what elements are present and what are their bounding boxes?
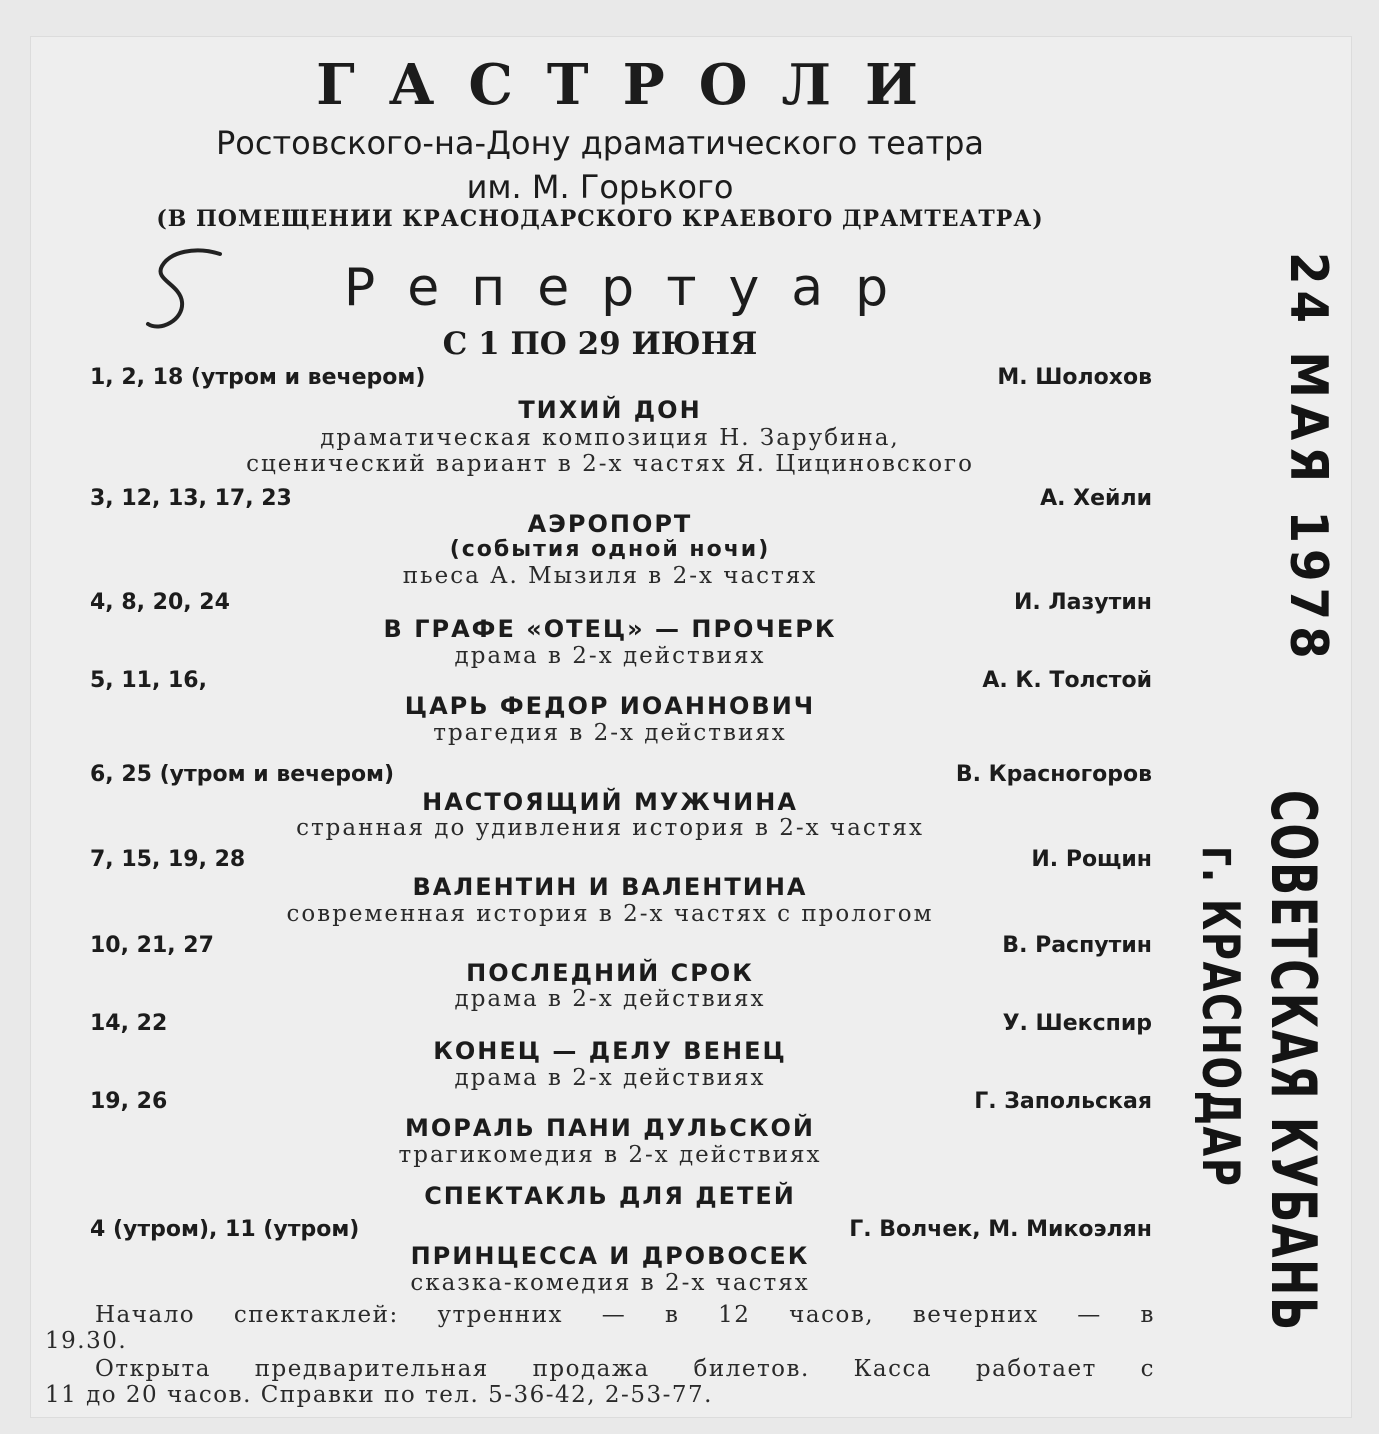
play-dates: 6, 25 (утром и вечером) [90,762,395,787]
play-dates: 7, 15, 19, 28 [90,847,246,872]
ticket-sales-line: Открыта предварительная продажа билетов. Касса работает с [95,1356,1155,1382]
theatre-name-suffix: им. М. Горького [466,168,734,206]
period-heading: С 1 ПО 29 ИЮНЯ [442,326,758,362]
play-author: И. Рощин [1031,847,1152,872]
play-author: У. Шекспир [1002,1011,1152,1036]
play-desc: странная до удивления история в 2-х частях [296,815,924,841]
page-title: ГАСТРОЛИ [316,52,952,118]
play-title: ПОСЛЕДНИЙ СРОК [466,959,754,987]
play-dates: 3, 12, 13, 17, 23 [90,486,292,511]
play-dates: 1, 2, 18 (утром и вечером) [90,365,426,390]
play-desc: драма в 2-х действиях [454,1065,766,1091]
stamp-newspaper: СОВЕТСКАЯ КУБАНЬ [1257,790,1330,1332]
play-title: ЦАРЬ ФЕДОР ИОАННОВИЧ [404,692,816,720]
play-dates: 10, 21, 27 [90,933,214,958]
play-desc: современная история в 2-х частях с прологом [286,901,934,927]
play-title: ТИХИЙ ДОН [518,396,702,424]
play-author: И. Лазутин [1013,590,1152,615]
play-title: АЭРОПОРТ [527,510,693,538]
play-title: КОНЕЦ — ДЕЛУ ВЕНЕЦ [433,1037,787,1065]
play-dates: 4, 8, 20, 24 [90,590,230,615]
theatre-name: Ростовского-на-Дону драматического театра [215,124,985,162]
play-subtitle: (события одной ночи) [449,537,771,562]
ticket-sales-line: 11 до 20 часов. Справки по тел. 5-36-42, 2-53-77. [45,1382,713,1408]
play-author: В. Красногоров [955,762,1152,787]
play-title: ПРИНЦЕССА И ДРОВОСЕК [410,1242,810,1270]
play-author: В. Распутин [1002,933,1152,958]
stamp-city: г. КРАСНОДАР [1190,846,1250,1188]
play-title: ВАЛЕНТИН И ВАЛЕНТИНА [412,873,808,901]
play-desc: трагедия в 2-х действиях [433,720,787,746]
play-author: Г. Запольская [974,1089,1152,1114]
play-desc: драматическая композиция Н. Зарубина, [320,425,900,451]
play-dates: 19, 26 [90,1089,168,1114]
play-dates: 14, 22 [90,1011,168,1036]
play-desc: драма в 2-х действиях [454,986,766,1012]
play-row [90,365,1152,399]
children-heading: СПЕКТАКЛЬ ДЛЯ ДЕТЕЙ [424,1182,796,1210]
stamp-date: 24 МАЯ 1978 [1278,252,1338,665]
play-dates: 4 (утром), 11 (утром) [90,1217,360,1242]
play-dates: 5, 11, 16, [90,668,207,693]
play-author: А. Хейли [1040,486,1152,511]
repertoire-heading: Репертуар [343,258,921,318]
play-author: М. Шолохов [997,365,1152,390]
play-desc: драма в 2-х действиях [454,643,766,669]
play-desc: сценический вариант в 2-х частях Я. Цициновского [246,451,974,477]
play-title: НАСТОЯЩИЙ МУЖЧИНА [422,788,798,816]
play-author: Г. Волчек, М. Микоэлян [849,1217,1152,1242]
play-desc: пьеса А. Мызиля в 2-х частях [402,563,818,589]
play-title: В ГРАФЕ «ОТЕЦ» — ПРОЧЕРК [383,615,837,643]
start-times-line: 19.30. [45,1328,128,1354]
ticket-sales-note [45,1356,1155,1408]
venue-note: (В ПОМЕЩЕНИИ КРАСНОДАРСКОГО КРАЕВОГО ДРАМТЕАТРА) [156,206,1044,232]
start-times-line: Начало спектаклей: утренних — в 12 часов, вечерних — в [95,1302,1155,1328]
play-desc: сказка-комедия в 2-х частях [410,1270,810,1296]
play-desc: трагикомедия в 2-х действиях [398,1142,822,1168]
start-times-note [45,1302,1155,1354]
play-author: А. К. Толстой [982,668,1152,693]
play-title: МОРАЛЬ ПАНИ ДУЛЬСКОЙ [404,1114,816,1142]
